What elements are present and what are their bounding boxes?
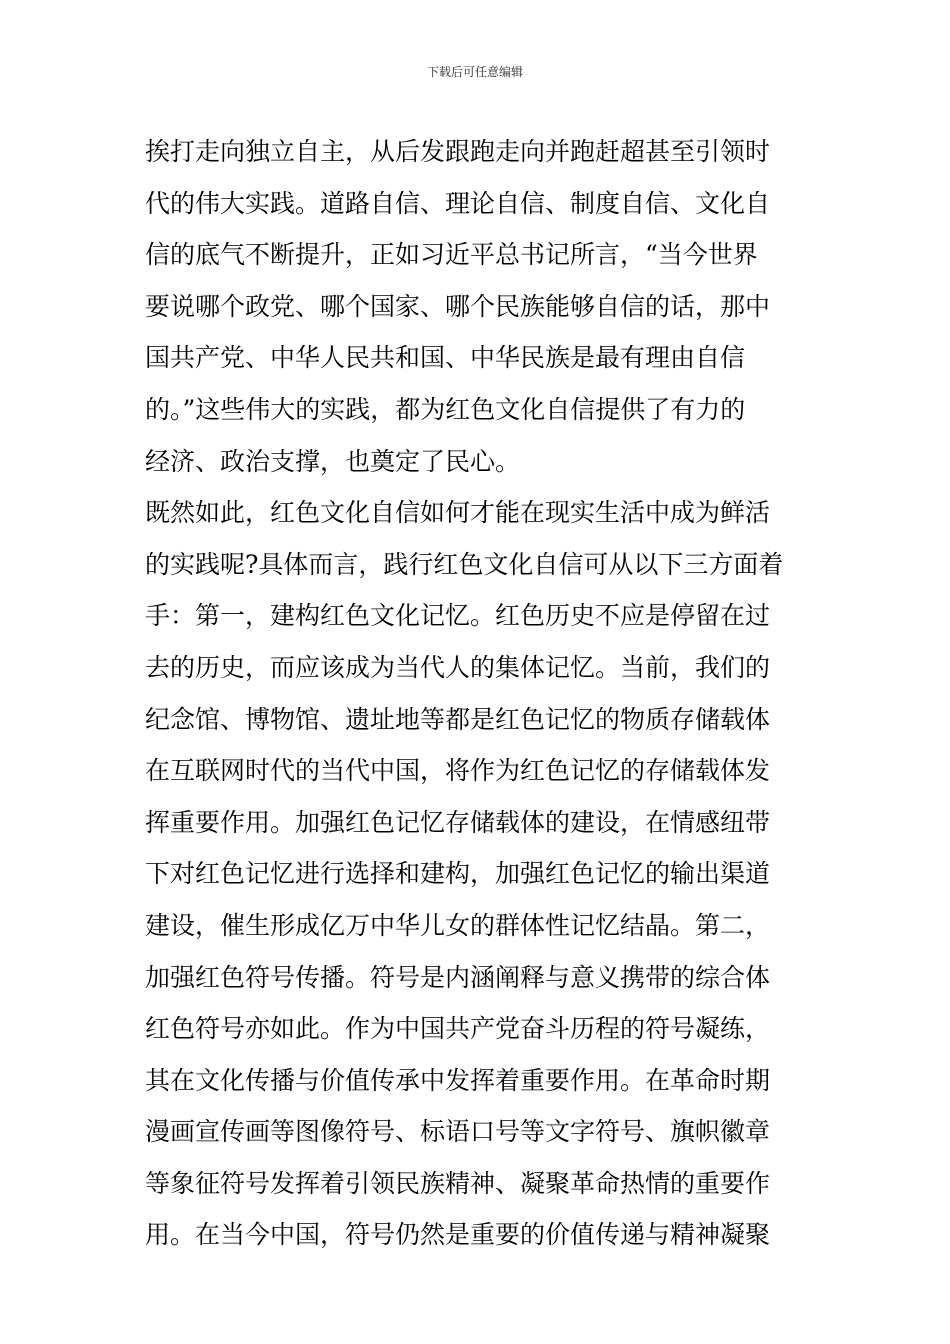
text-line: 经济、政治支撑，也奠定了民心。 <box>145 446 521 476</box>
text-line: 手：第一，建构红色文化记忆。红色历史不应是停留在过 <box>145 601 771 631</box>
text-line: 红色符号亦如此。作为中国共产党奋斗历程的符号凝练， <box>145 1014 771 1044</box>
text-line: 下对红色记忆进行选择和建构，加强红色记忆的输出渠道 <box>145 859 771 889</box>
text-line: 信的底气不断提升，正如习近平总书记所言，“当今世界 <box>145 240 758 270</box>
text-line: 加强红色符号传播。符号是内涵阐释与意义携带的综合体 <box>145 962 771 992</box>
text-line: 去的历史，而应该成为当代人的集体记忆。当前，我们的 <box>145 652 771 682</box>
text-line: 的实践呢?具体而言，践行红色文化自信可从以下三方面着 <box>145 549 784 579</box>
text-line: 挨打走向独立自主，从后发跟跑走向并跑赶超甚至引领时 <box>145 137 771 166</box>
text-line: 既然如此，红色文化自信如何才能在现实生活中成为鲜活 <box>145 498 771 528</box>
text-line: 挥重要作用。加强红色记忆存储载体的建设，在情感纽带 <box>145 807 771 837</box>
text-line: 国共产党、中华人民共和国、中华民族是最有理由自信 <box>145 343 746 373</box>
text-line: 的。”这些伟大的实践，都为红色文化自信提供了有力的 <box>145 394 746 424</box>
page-header: 下载后可任意编辑 <box>426 65 523 79</box>
text-line: 等象征符号发挥着引领民族精神、凝聚革命热情的重要作 <box>145 1168 771 1198</box>
text-line: 建设，催生形成亿万中华儿女的群体性记忆结晶。第二， <box>145 910 771 940</box>
text-line: 其在文化传播与价值传承中发挥着重要作用。在革命时期 <box>145 1065 771 1095</box>
text-line: 纪念馆、博物馆、遗址地等都是红色记忆的物质存储载体 <box>145 704 771 734</box>
text-line: 在互联网时代的当代中国，将作为红色记忆的存储载体发 <box>145 756 771 786</box>
text-line: 要说哪个政党、哪个国家、哪个民族能够自信的话，那中 <box>145 291 771 321</box>
text-line: 漫画宣传画等图像符号、标语口号等文字符号、旗帜徽章 <box>145 1117 771 1147</box>
text-line: 代的伟大实践。道路自信、理论自信、制度自信、文化自 <box>145 188 771 218</box>
text-line: 用。在当今中国，符号仍然是重要的价值传递与精神凝聚 <box>145 1220 771 1250</box>
body-text <box>145 126 810 1261</box>
